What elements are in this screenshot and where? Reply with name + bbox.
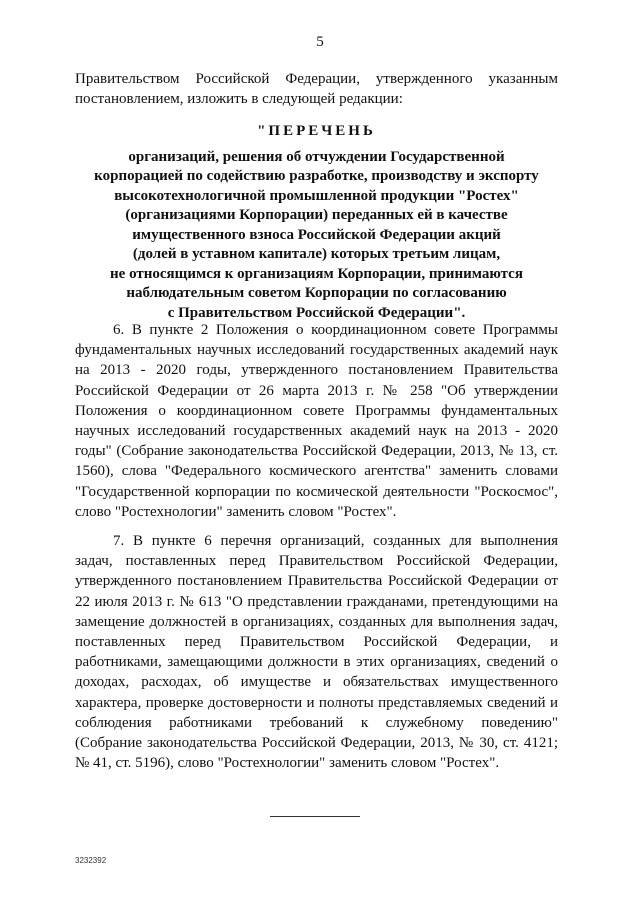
heading-line: с Правительством Российской Федерации". xyxy=(167,304,466,321)
paragraph-7: 7. В пункте 6 перечня организаций, созданных для выполнения задач, поставленных перед Правительством Российской Федерации, утвержденного постановлением Правительства Российской Федерации от 22 июля 2013 г. № 613 "О представлении гражданами, претендующими на замещение должностей в организациях, созданных для выполнения задач, поставленных перед Правительством Российской Федерации, и работниками, замещающими должности в этих организациях, сведений о доходах, расходах, об имуществе и обязательствах имущественного характера, проверке достоверности и полноты представляемых сведений и соблюдения работниками требований к служебному поведению" (Собрание законодательства Российской Федерации, 2013, № 30, ст. 4121; № 41, ст. 5196), слово "Ростехнологии" заменить словом "Ростех". xyxy=(75,533,558,772)
intro-paragraph: Правительством Российской Федерации, утвержденного указанным постановлением, изложить в следующей редакции: xyxy=(75,71,558,107)
heading-title: "ПЕРЕЧЕНЬ xyxy=(257,123,376,139)
heading-line: (организациями Корпорации) переданных ей в качестве xyxy=(125,207,508,223)
footer-divider xyxy=(270,816,360,817)
heading-line: наблюдательным советом Корпорации по согласованию xyxy=(126,285,507,301)
heading-line: организаций, решения об отчуждении Государственной xyxy=(128,148,505,165)
heading-line: не относящимся к организациям Корпорации, принимаются xyxy=(110,265,523,282)
heading-line: имущественного взноса Российской Федерации акций xyxy=(132,226,501,243)
page-number: 5 xyxy=(316,34,324,50)
heading-line: высокотехнологичной промышленной продукции "Ростех" xyxy=(114,187,519,204)
list-heading xyxy=(75,122,558,323)
heading-line: корпорацией по содействию разработке, производству и экспорту xyxy=(94,168,539,184)
heading-line: (долей в уставном капитале) которых третьим лицам, xyxy=(132,246,501,262)
document-code: 3232392 xyxy=(75,856,107,865)
paragraph-6: 6. В пункте 2 Положения о координационном совете Программы фундаментальных научных исследований государственных академий наук на 2013 - 2020 годы, утвержденного постановлением Правительства Российской Федерации от 26 марта 2013 г. № 258 "Об утверждении Положения о координационном совете Программы фундаментальных научных исследований государственных академий наук на 2013 - 2020 годы" (Собрание законодательства Российской Федерации, 2013, № 13, ст. 1560), слова "Федерального космического агентства" заменить словами "Государственной корпорации по космической деятельности "Роскосмос", слово "Ростехнологии" заменить словом "Ростех". xyxy=(75,322,558,520)
